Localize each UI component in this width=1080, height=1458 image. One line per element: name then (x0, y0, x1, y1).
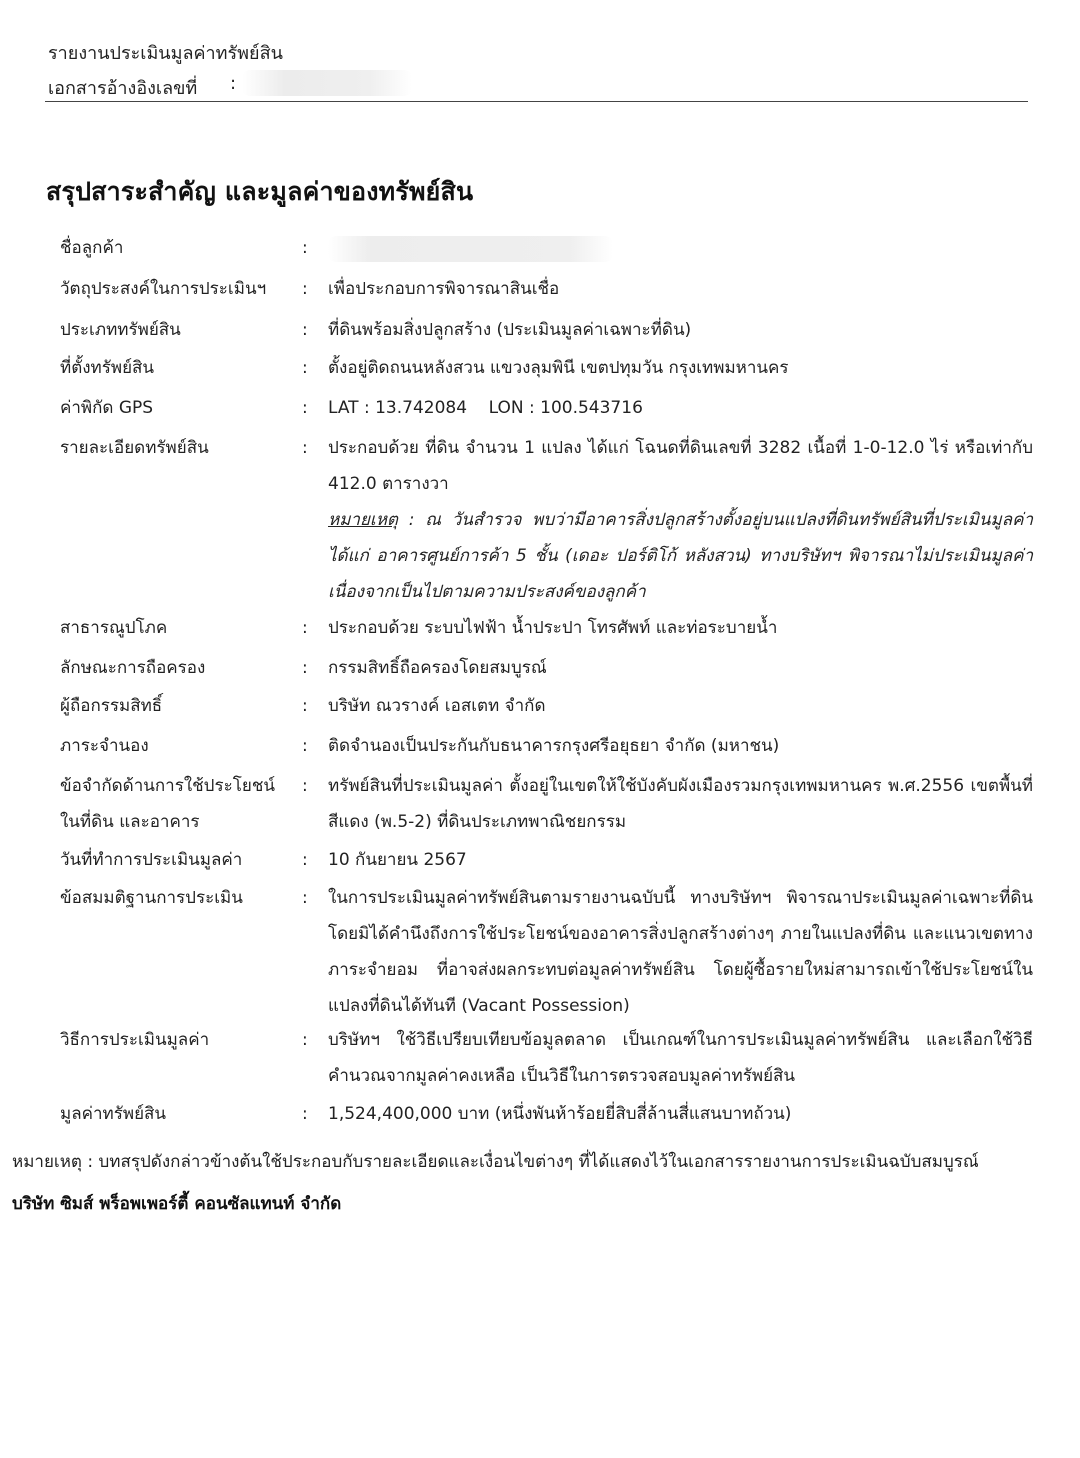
label-method: วิธีการประเมินมูลค่า (60, 1030, 210, 1050)
header-divider (45, 101, 1028, 102)
label-restriction-line1: ข้อจำกัดด้านการใช้ประโยชน์ (60, 776, 275, 796)
detail-note-heading: หมายเหตุ (328, 510, 398, 530)
value-type: ที่ดินพร้อมสิ่งปลูกสร้าง (ประเมินมูลค่าเฉพาะที่ดิน) (328, 320, 692, 340)
value-owner: บริษัท ณวรางค์ เอสเตท จำกัด (328, 696, 546, 716)
colon: : (302, 398, 308, 418)
label-value: มูลค่าทรัพย์สิน (60, 1104, 167, 1124)
label-purpose: วัตถุประสงค์ในการประเมินฯ (60, 279, 267, 299)
report-header-title: รายงานประเมินมูลค่าทรัพย์สิน (48, 43, 283, 64)
reference-label: เอกสารอ้างอิงเลขที่ (48, 78, 198, 99)
label-type: ประเภททรัพย์สิน (60, 320, 181, 340)
label-gps: ค่าพิกัด GPS (60, 398, 154, 418)
colon: : (302, 438, 308, 458)
reference-line (48, 73, 237, 102)
company-name: บริษัท ซิมส์ พร็อพเพอร์ตี้ คอนซัลแทนท์ จำกัด (12, 1194, 342, 1214)
value-purpose: เพื่อประกอบการพิจารณาสินเชื่อ (328, 279, 560, 299)
label-utilities: สาธารณูปโภค (60, 618, 168, 638)
value-detail (328, 430, 1033, 610)
footer-note: หมายเหตุ : บทสรุปดังกล่าวข้างต้นใช้ประกอบกับรายละเอียดและเงื่อนไขต่างๆ ที่ได้แสดงไว้ในเอกสารรายงานการประเมินฉบับสมบูรณ์ (12, 1152, 979, 1172)
colon: : (302, 238, 308, 258)
value-encumbrance: ติดจำนองเป็นประกันกับธนาคารกรุงศรีอยุธยา จำกัด (มหาชน) (328, 736, 780, 756)
colon: : (302, 358, 308, 378)
label-restriction-line2: ในที่ดิน และอาคาร (60, 812, 200, 832)
label-detail: รายละเอียดทรัพย์สิน (60, 438, 209, 458)
value-restriction: ทรัพย์สินที่ประเมินมูลค่า ตั้งอยู่ในเขตให้ใช้บังคับผังเมืองรวมกรุงเทพมหานคร พ.ศ.2556 เขตพื้นที่สีแดง (พ.5-2) ที่ดินประเภทพาณิชยกรรม (328, 776, 1033, 832)
redacted-client-name (328, 236, 613, 262)
colon: : (302, 736, 308, 756)
colon: : (302, 1104, 308, 1124)
colon: : (302, 618, 308, 638)
colon: : (302, 1030, 308, 1050)
detail-text: ประกอบด้วย ที่ดิน จำนวน 1 แปลง ได้แก่ โฉนดที่ดินเลขที่ 3282 เนื้อที่ 1-0-12.0 ไร่ หรือเท่ากับ 412.0 ตารางวา (328, 438, 1033, 494)
label-valuation-date: วันที่ทำการประเมินมูลค่า (60, 850, 243, 870)
label-client: ชื่อลูกค้า (60, 238, 124, 258)
label-owner: ผู้ถือกรรมสิทธิ์ (60, 696, 163, 716)
value-value: 1,524,400,000 บาท (หนึ่งพันห้าร้อยยี่สิบสี่ล้านสี่แสนบาทถ้วน) (328, 1104, 792, 1124)
detail-note-body: : ณ วันสำรวจ พบว่ามีอาคารสิ่งปลูกสร้างตั้งอยู่บนแปลงที่ดินทรัพย์สินที่ประเมินมูลค่า ได้แก่ อาคารศูนย์การค้า 5 ชั้น (เดอะ ปอร์ติโก้ หลังสวน) ทางบริษัทฯ พิจารณาไม่ประเมินมูลค่า เนื่องจากเป็นไปตามความประสงค์ของลูกค้า (328, 510, 1033, 602)
colon: : (302, 888, 308, 908)
label-assumption: ข้อสมมติฐานการประเมิน (60, 888, 243, 908)
label-restriction (60, 768, 300, 840)
value-ownership-type: กรรมสิทธิ์ถือครองโดยสมบูรณ์ (328, 658, 547, 678)
colon: : (302, 776, 308, 796)
colon: : (302, 279, 308, 299)
label-ownership-type: ลักษณะการถือครอง (60, 658, 206, 678)
value-location: ตั้งอยู่ติดถนนหลังสวน แขวงลุมพินี เขตปทุมวัน กรุงเทพมหานคร (328, 358, 789, 378)
label-encumbrance: ภาระจำนอง (60, 736, 149, 756)
colon: : (302, 658, 308, 678)
value-valuation-date: 10 กันยายน 2567 (328, 850, 467, 870)
redacted-reference-number (242, 70, 412, 96)
reference-colon: : (230, 73, 237, 94)
label-location: ที่ตั้งทรัพย์สิน (60, 358, 155, 378)
summary-title: สรุปสาระสำคัญ และมูลค่าของทรัพย์สิน (46, 177, 474, 206)
value-assumption: ในการประเมินมูลค่าทรัพย์สินตามรายงานฉบับนี้ ทางบริษัทฯ พิจารณาประเมินมูลค่าเฉพาะที่ดิน โดยมิได้คำนึงถึงการใช้ประโยชน์ของอาคารสิ่งปลูกสร้างต่างๆ ภายในแปลงที่ดิน และแนวเขตทางภาระจำยอม ที่อาจส่งผลกระทบต่อมูลค่าทรัพย์สิน โดยผู้ซื้อรายใหม่สามารถเข้าใช้ประโยชน์ในแปลงที่ดินได้ทันที (Vacant Possession) (328, 888, 1033, 1016)
detail-note (328, 502, 1033, 610)
colon: : (302, 320, 308, 340)
value-gps: LAT : 13.742084 LON : 100.543716 (328, 398, 643, 418)
value-method: บริษัทฯ ใช้วิธีเปรียบเทียบข้อมูลตลาด เป็นเกณฑ์ในการประเมินมูลค่าทรัพย์สิน และเลือกใช้วิธีคำนวณจากมูลค่าคงเหลือ เป็นวิธีในการตรวจสอบมูลค่าทรัพย์สิน (328, 1030, 1033, 1086)
colon: : (302, 850, 308, 870)
value-utilities: ประกอบด้วย ระบบไฟฟ้า น้ำประปา โทรศัพท์ และท่อระบายน้ำ (328, 618, 778, 638)
colon: : (302, 696, 308, 716)
